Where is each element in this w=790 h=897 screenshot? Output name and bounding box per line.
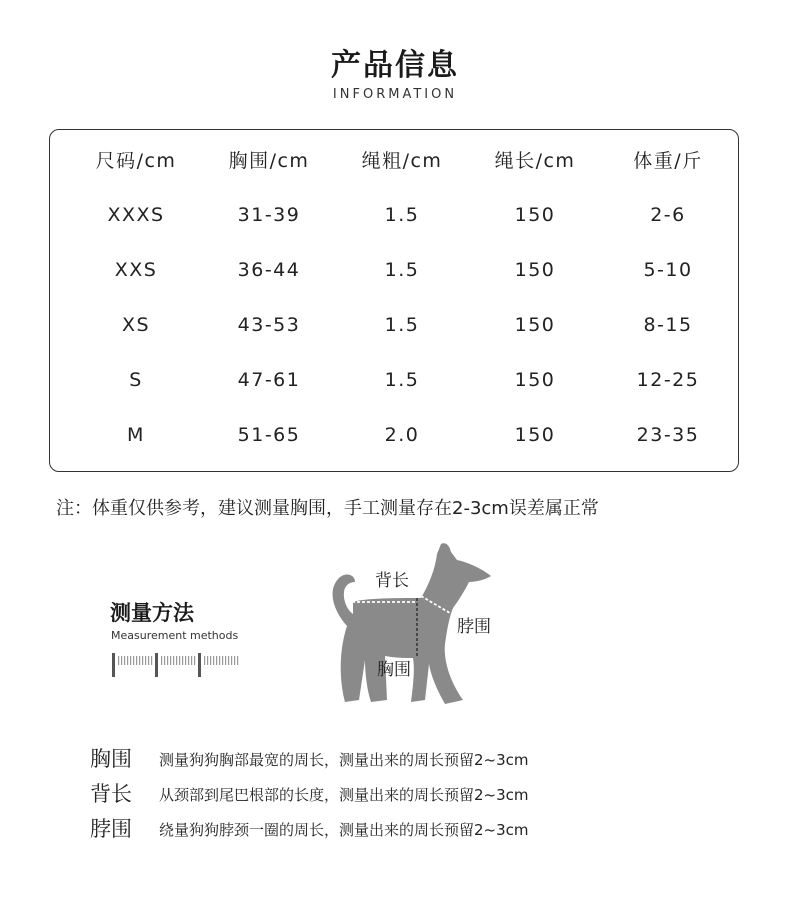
table-cell-chest: 36-44 [237, 259, 301, 281]
table-cell-rope-length: 150 [514, 314, 556, 336]
dog-label-neck: 脖围 [457, 617, 491, 637]
table-cell-chest: 31-39 [237, 204, 301, 226]
table-cell-rope-thickness: 1.5 [384, 369, 420, 391]
size-table [49, 129, 739, 472]
table-cell-rope-length: 150 [514, 424, 556, 446]
dog-label-chest: 胸围 [377, 660, 411, 680]
table-cell-weight: 5-10 [643, 259, 693, 281]
column-header: 胸围/cm [228, 150, 310, 172]
table-cell-weight: 12-25 [636, 369, 700, 391]
table-cell-size: XXS [114, 259, 158, 281]
table-cell-rope-thickness: 1.5 [384, 259, 420, 281]
column-header: 尺码/cm [95, 150, 177, 172]
page-title: 产品信息 [331, 48, 459, 83]
table-cell-weight: 8-15 [643, 314, 693, 336]
description-term: 脖围 [90, 817, 132, 841]
table-row [50, 305, 740, 345]
measurement-section-title: 测量方法 [110, 601, 194, 625]
measurement-section-subtitle: Measurement methods [111, 629, 239, 642]
description-term: 胸围 [90, 747, 132, 771]
table-row [50, 195, 740, 235]
column-header: 绳长/cm [494, 150, 576, 172]
ruler-icon [112, 653, 242, 679]
table-cell-rope-length: 150 [514, 369, 556, 391]
measurement-note: 注：体重仅供参考，建议测量胸围，手工测量存在2-3cm误差属正常 [56, 498, 599, 519]
table-cell-size: XXXS [107, 204, 165, 226]
table-cell-rope-thickness: 1.5 [384, 314, 420, 336]
description-text: 绕量狗狗脖颈一圈的周长，测量出来的周长预留2~3cm [159, 821, 529, 839]
page-subtitle: INFORMATION [332, 87, 458, 102]
column-header: 体重/斤 [633, 150, 703, 172]
table-cell-rope-length: 150 [514, 204, 556, 226]
table-cell-size: S [129, 369, 143, 391]
table-row [50, 250, 740, 290]
table-cell-rope-thickness: 1.5 [384, 204, 420, 226]
table-row [50, 360, 740, 400]
table-cell-rope-thickness: 2.0 [384, 424, 420, 446]
description-term: 背长 [90, 782, 132, 806]
description-text: 测量狗狗胸部最宽的周长，测量出来的周长预留2~3cm [159, 751, 529, 769]
table-row [50, 415, 740, 455]
table-cell-chest: 43-53 [237, 314, 301, 336]
table-cell-weight: 23-35 [636, 424, 700, 446]
table-cell-chest: 51-65 [237, 424, 301, 446]
table-cell-size: XS [121, 314, 151, 336]
table-header-row [50, 141, 740, 181]
table-cell-weight: 2-6 [650, 204, 686, 226]
dog-label-back-length: 背长 [375, 571, 409, 591]
column-header: 绳粗/cm [361, 150, 443, 172]
table-cell-rope-length: 150 [514, 259, 556, 281]
table-cell-size: M [127, 424, 145, 446]
description-text: 从颈部到尾巴根部的长度，测量出来的周长预留2~3cm [159, 786, 529, 804]
table-cell-chest: 47-61 [237, 369, 301, 391]
